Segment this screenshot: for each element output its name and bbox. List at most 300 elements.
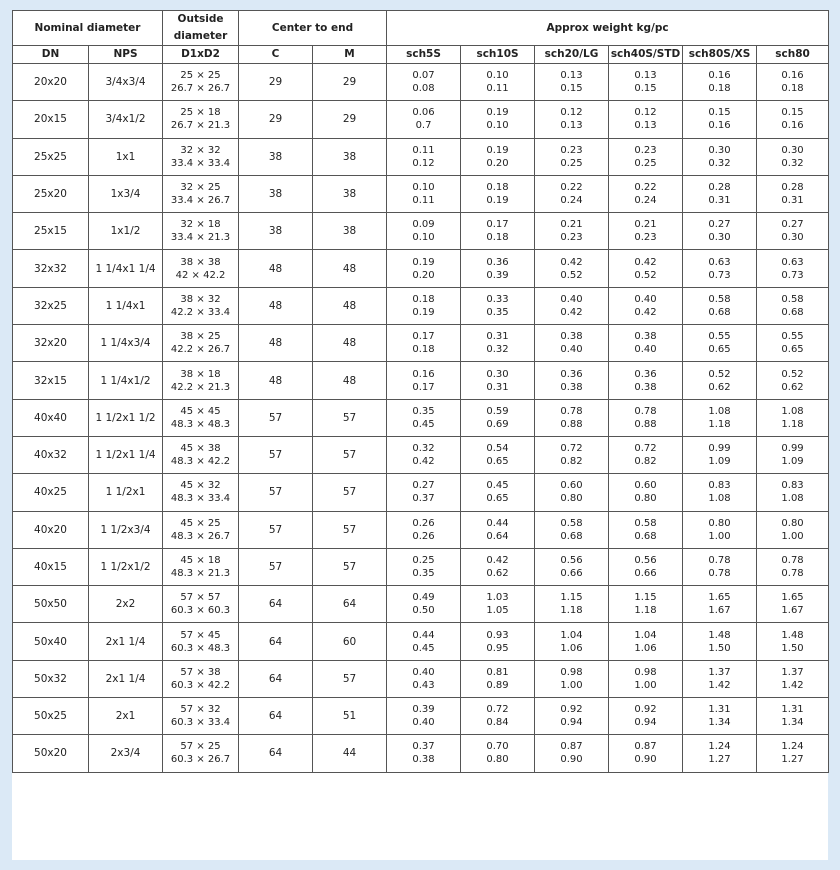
weight-cell-line2: 0.08: [412, 83, 435, 95]
outside-diameter-cell: [163, 287, 239, 324]
weight-cell: [683, 325, 757, 362]
weight-cell-line1: 0.78: [708, 555, 731, 566]
weight-cell: [535, 287, 609, 324]
dn-cell: 50x20: [13, 735, 89, 772]
weight-cell-line1: 0.19: [486, 107, 509, 119]
nps-cell: 1x1/2: [89, 213, 163, 250]
weight-cell-line2: 0.64: [486, 530, 509, 542]
weight-cell: [461, 175, 535, 212]
weight-cell: [535, 474, 609, 511]
center-c-cell: 57: [239, 399, 313, 436]
weight-cell: [387, 325, 461, 362]
weight-cell-line2: 0.31: [708, 195, 731, 207]
weight-cell: [461, 623, 535, 660]
weight-cell-line2: 0.45: [412, 642, 435, 654]
nps-cell: 2x3/4: [89, 735, 163, 772]
weight-cell-line1: 0.49: [412, 592, 435, 604]
center-m-cell: 29: [313, 64, 387, 101]
table-row: [13, 511, 829, 548]
table-row: [13, 735, 829, 772]
outside-diameter-cell: [163, 138, 239, 175]
center-m-cell: 48: [313, 362, 387, 399]
weight-cell-line1: 0.58: [781, 293, 804, 305]
weight-cell-line1: 0.10: [412, 182, 435, 194]
outside-diameter-cell-line1: 57 × 57: [180, 592, 221, 604]
weight-cell-line2: 0.11: [486, 83, 509, 95]
weight-cell-line1: 0.40: [634, 293, 657, 305]
weight-cell-line1: 0.44: [412, 629, 435, 641]
dn-cell: 40x32: [13, 436, 89, 473]
weight-cell: [535, 64, 609, 101]
weight-cell-line2: 1.27: [708, 754, 731, 766]
weight-cell-line1: 0.25: [412, 555, 435, 566]
weight-cell: [387, 175, 461, 212]
weight-cell-line1: 0.27: [412, 480, 435, 492]
weight-cell-line1: 0.07: [412, 70, 435, 82]
weight-cell-line2: 0.45: [412, 418, 435, 430]
weight-cell-line2: 0.42: [634, 306, 657, 318]
weight-cell: [609, 623, 683, 660]
outside-diameter-cell: [163, 399, 239, 436]
weight-cell: [757, 436, 829, 473]
weight-cell: [683, 660, 757, 697]
weight-cell-line1: 0.18: [412, 293, 435, 305]
weight-cell-line1: 0.70: [486, 741, 509, 753]
weight-cell-line1: 0.72: [634, 443, 657, 455]
weight-cell: [461, 474, 535, 511]
weight-cell-line2: 1.34: [708, 717, 731, 729]
weight-cell: [461, 548, 535, 585]
weight-cell: [535, 586, 609, 623]
weight-cell-line2: 0.11: [412, 195, 435, 207]
weight-cell: [387, 660, 461, 697]
weight-cell-line2: 0.50: [412, 605, 435, 617]
weight-cell-line2: 0.16: [708, 120, 731, 132]
weight-cell: [757, 175, 829, 212]
weight-cell: [757, 623, 829, 660]
column-header: sch80S/XS: [683, 46, 757, 64]
nps-cell: 1 1/2x3/4: [89, 511, 163, 548]
weight-cell: [757, 399, 829, 436]
weight-cell: [535, 623, 609, 660]
center-c-cell: 48: [239, 325, 313, 362]
dn-cell: 32x25: [13, 287, 89, 324]
outside-diameter-cell-line2: 33.4 × 21.3: [170, 232, 231, 244]
center-m-cell: 29: [313, 101, 387, 138]
weight-cell-line2: 0.94: [634, 717, 657, 729]
column-header: C: [239, 46, 313, 64]
table-row: [13, 586, 829, 623]
weight-cell-line1: 0.21: [634, 219, 657, 231]
dn-cell: 50x50: [13, 586, 89, 623]
center-c-cell: 29: [239, 101, 313, 138]
center-m-cell: 57: [313, 511, 387, 548]
weight-cell-line2: 0.65: [486, 493, 509, 505]
weight-cell-line2: 0.10: [486, 120, 509, 132]
weight-cell-line2: 1.34: [781, 717, 804, 729]
weight-cell: [609, 175, 683, 212]
weight-cell-line1: 0.23: [560, 144, 583, 156]
weight-cell-line1: 0.60: [560, 480, 583, 492]
center-m-cell: 44: [313, 735, 387, 772]
weight-cell: [609, 660, 683, 697]
weight-cell-line2: 0.68: [634, 530, 657, 542]
weight-cell: [609, 511, 683, 548]
weight-cell: [535, 175, 609, 212]
weight-cell-line2: 0.73: [781, 269, 804, 281]
weight-cell: [387, 586, 461, 623]
weight-cell-line1: 0.16: [781, 70, 804, 82]
weight-cell-line2: 1.00: [781, 530, 804, 542]
table-row: [13, 64, 829, 101]
weight-cell-line2: 0.15: [560, 83, 583, 95]
dn-cell: 20x15: [13, 101, 89, 138]
weight-cell-line2: 0.17: [412, 381, 435, 393]
weight-cell-line2: 0.38: [412, 754, 435, 766]
weight-cell-line2: 0.89: [486, 679, 509, 691]
center-c-cell: 64: [239, 698, 313, 735]
weight-cell-line1: 1.31: [781, 704, 804, 716]
center-m-cell: 57: [313, 436, 387, 473]
dn-cell: 40x15: [13, 548, 89, 585]
weight-cell-line1: 0.80: [781, 517, 804, 529]
dn-cell: 40x25: [13, 474, 89, 511]
weight-cell: [683, 586, 757, 623]
outside-diameter-cell-line2: 33.4 × 33.4: [170, 157, 231, 169]
weight-cell: [535, 511, 609, 548]
column-header: sch40S/STD: [609, 46, 683, 64]
weight-cell: [461, 287, 535, 324]
weight-cell: [535, 325, 609, 362]
table-row: [13, 436, 829, 473]
center-c-cell: 57: [239, 511, 313, 548]
weight-cell-line1: 0.35: [412, 405, 435, 417]
weight-cell-line2: 1.67: [781, 605, 804, 617]
weight-cell-line1: 0.99: [708, 443, 731, 455]
weight-cell-line1: 0.19: [486, 144, 509, 156]
outside-diameter-cell: [163, 586, 239, 623]
weight-cell-line1: 0.36: [486, 256, 509, 268]
weight-cell-line2: 0.16: [781, 120, 804, 132]
weight-cell-line2: 0.66: [634, 568, 657, 579]
nps-cell: 3/4x3/4: [89, 64, 163, 101]
table-row: [13, 660, 829, 697]
weight-cell: [683, 548, 757, 585]
weight-cell-line2: 0.42: [412, 456, 435, 468]
weight-cell-line2: 0.13: [634, 120, 657, 132]
weight-cell-line2: 0.13: [560, 120, 583, 132]
nps-cell: 1 1/4x3/4: [89, 325, 163, 362]
outside-diameter-cell-line1: 25 × 18: [180, 107, 221, 119]
outside-diameter-cell-line1: 38 × 18: [180, 368, 221, 380]
weight-cell: [683, 623, 757, 660]
weight-cell-line2: 0.20: [486, 157, 509, 169]
weight-cell: [535, 735, 609, 772]
weight-cell-line2: 0.69: [486, 418, 509, 430]
weight-cell-line2: 0.19: [486, 195, 509, 207]
center-m-cell: 48: [313, 287, 387, 324]
weight-cell-line2: 1.06: [634, 642, 657, 654]
column-header: NPS: [89, 46, 163, 64]
weight-cell-line1: 0.60: [634, 480, 657, 492]
outside-diameter-cell-line2: 42.2 × 26.7: [170, 344, 231, 356]
weight-cell-line2: 1.27: [781, 754, 804, 766]
weight-cell-line1: 0.19: [412, 256, 435, 268]
weight-cell-line1: 1.48: [708, 629, 731, 641]
weight-cell-line2: 0.52: [560, 269, 583, 281]
weight-cell: [461, 660, 535, 697]
center-m-cell: 57: [313, 474, 387, 511]
weight-cell: [683, 735, 757, 772]
weight-cell-line1: 0.54: [486, 443, 509, 455]
weight-cell-line2: 0.35: [486, 306, 509, 318]
weight-cell: [609, 735, 683, 772]
outside-diameter-cell-line2: 42.2 × 21.3: [170, 381, 231, 393]
center-c-cell: 64: [239, 623, 313, 660]
header-approx-weight: Approx weight kg/pc: [387, 11, 829, 46]
weight-cell: [683, 474, 757, 511]
dn-cell: 32x15: [13, 362, 89, 399]
weight-cell-line1: 0.30: [486, 368, 509, 380]
weight-cell-line2: 0.82: [560, 456, 583, 468]
weight-cell-line1: 0.12: [560, 107, 583, 119]
weight-cell-line1: 1.37: [781, 666, 804, 678]
weight-cell-line1: 0.38: [634, 331, 657, 343]
weight-cell-line1: 0.83: [781, 480, 804, 492]
weight-cell-line2: 0.20: [412, 269, 435, 281]
center-m-cell: 51: [313, 698, 387, 735]
weight-cell-line2: 0.24: [634, 195, 657, 207]
dn-cell: 25x25: [13, 138, 89, 175]
outside-diameter-cell-line2: 42.2 × 33.4: [170, 306, 231, 318]
dn-cell: 50x40: [13, 623, 89, 660]
weight-cell-line1: 0.99: [781, 443, 804, 455]
outside-diameter-cell-line2: 33.4 × 26.7: [170, 195, 231, 207]
weight-cell-line1: 0.92: [634, 704, 657, 716]
weight-cell-line1: 0.72: [486, 704, 509, 716]
outside-diameter-cell-line1: 32 × 32: [180, 144, 221, 156]
table-row: [13, 698, 829, 735]
header-nominal-diameter: Nominal diameter: [13, 11, 163, 46]
weight-cell-line1: 0.28: [781, 182, 804, 194]
weight-cell-line2: 0.94: [560, 717, 583, 729]
weight-cell: [535, 250, 609, 287]
nps-cell: 3/4x1/2: [89, 101, 163, 138]
table-row: [13, 250, 829, 287]
outside-diameter-cell-line1: 25 × 25: [180, 70, 221, 82]
weight-cell-line2: 1.09: [708, 456, 731, 468]
dn-cell: 50x32: [13, 660, 89, 697]
weight-cell-line1: 0.42: [486, 555, 509, 566]
center-c-cell: 38: [239, 175, 313, 212]
outside-diameter-cell: [163, 436, 239, 473]
weight-cell: [683, 698, 757, 735]
weight-cell: [757, 287, 829, 324]
weight-cell: [535, 138, 609, 175]
center-m-cell: 48: [313, 325, 387, 362]
weight-cell-line2: 0.95: [486, 642, 509, 654]
weight-cell: [387, 287, 461, 324]
weight-cell: [757, 474, 829, 511]
weight-cell: [387, 511, 461, 548]
weight-cell: [609, 325, 683, 362]
weight-cell-line1: 0.37: [412, 741, 435, 753]
dn-cell: 32x20: [13, 325, 89, 362]
weight-cell: [609, 138, 683, 175]
weight-cell-line2: 1.18: [781, 418, 804, 430]
weight-cell-line1: 0.59: [486, 405, 509, 417]
weight-cell: [535, 399, 609, 436]
weight-cell: [757, 660, 829, 697]
center-c-cell: 48: [239, 287, 313, 324]
weight-cell: [461, 250, 535, 287]
weight-cell: [387, 436, 461, 473]
weight-cell-line1: 0.18: [486, 182, 509, 194]
outside-diameter-cell-line1: 45 × 38: [180, 443, 221, 455]
weight-cell-line1: 1.37: [708, 666, 731, 678]
weight-cell: [683, 138, 757, 175]
column-header: sch20/LG: [535, 46, 609, 64]
weight-cell: [757, 101, 829, 138]
nps-cell: 2x1 1/4: [89, 660, 163, 697]
weight-cell-line2: 0.62: [486, 568, 509, 579]
weight-cell-line1: 0.81: [486, 666, 509, 678]
weight-cell: [535, 362, 609, 399]
outside-diameter-cell: [163, 548, 239, 585]
dn-cell: 50x25: [13, 698, 89, 735]
weight-cell: [461, 101, 535, 138]
weight-cell-line1: 0.87: [560, 741, 583, 753]
outside-diameter-cell-line1: 57 × 25: [180, 741, 221, 753]
weight-cell-line1: 0.45: [486, 480, 509, 492]
weight-cell-line2: 0.68: [708, 306, 731, 318]
weight-cell-line1: 0.58: [708, 293, 731, 305]
weight-cell-line1: 0.63: [781, 256, 804, 268]
weight-cell: [683, 175, 757, 212]
outside-diameter-cell: [163, 735, 239, 772]
weight-cell-line2: 0.80: [634, 493, 657, 505]
weight-cell-line2: 0.73: [708, 269, 731, 281]
weight-cell: [757, 250, 829, 287]
weight-cell-line2: 0.30: [781, 232, 804, 244]
weight-cell-line1: 0.78: [560, 405, 583, 417]
weight-cell-line1: 0.09: [412, 219, 435, 231]
weight-cell-line1: 0.36: [560, 368, 583, 380]
weight-cell: [387, 64, 461, 101]
weight-cell-line1: 1.04: [560, 629, 583, 641]
dn-cell: 40x20: [13, 511, 89, 548]
weight-cell-line2: 0.37: [412, 493, 435, 505]
outside-diameter-cell-line2: 48.3 × 33.4: [170, 493, 231, 505]
weight-cell-line1: 0.87: [634, 741, 657, 753]
weight-cell: [535, 660, 609, 697]
center-m-cell: 64: [313, 586, 387, 623]
center-c-cell: 38: [239, 138, 313, 175]
weight-cell-line1: 0.16: [708, 70, 731, 82]
outside-diameter-cell: [163, 213, 239, 250]
nps-cell: 1 1/2x1 1/4: [89, 436, 163, 473]
table-row: [13, 287, 829, 324]
outside-diameter-cell-line2: 60.3 × 26.7: [170, 754, 231, 766]
table-row: [13, 362, 829, 399]
weight-cell-line2: 0.62: [708, 381, 731, 393]
weight-cell-line2: 0.40: [412, 717, 435, 729]
weight-cell-line1: 0.17: [486, 219, 509, 231]
weight-cell-line2: 1.00: [560, 679, 583, 691]
outside-diameter-cell: [163, 175, 239, 212]
column-header: M: [313, 46, 387, 64]
weight-cell: [461, 735, 535, 772]
weight-cell-line1: 0.56: [634, 555, 657, 566]
outside-diameter-cell-line2: 60.3 × 42.2: [170, 679, 231, 691]
weight-cell-line1: 1.24: [781, 741, 804, 753]
weight-cell-line2: 0.65: [781, 344, 804, 356]
weight-cell: [461, 325, 535, 362]
weight-cell-line1: 0.40: [560, 293, 583, 305]
weight-cell: [535, 101, 609, 138]
weight-cell-line2: 1.08: [781, 493, 804, 505]
weight-cell: [683, 250, 757, 287]
outside-diameter-cell-line1: 45 × 32: [180, 480, 221, 492]
weight-cell-line1: 0.22: [560, 182, 583, 194]
weight-cell-line2: 0.10: [412, 232, 435, 244]
weight-cell: [609, 436, 683, 473]
weight-cell-line1: 0.13: [560, 70, 583, 82]
weight-cell-line1: 0.21: [560, 219, 583, 231]
weight-cell-line1: 0.15: [781, 107, 804, 119]
weight-cell: [683, 213, 757, 250]
outside-diameter-cell: [163, 623, 239, 660]
table-row: [13, 175, 829, 212]
weight-cell-line1: 0.56: [560, 555, 583, 566]
weight-cell-line2: 0.19: [412, 306, 435, 318]
weight-cell-line2: 1.00: [708, 530, 731, 542]
weight-cell-line2: 0.40: [560, 344, 583, 356]
weight-cell-line2: 1.18: [634, 605, 657, 617]
weight-cell-line2: 1.18: [708, 418, 731, 430]
center-m-cell: 48: [313, 250, 387, 287]
weight-cell-line1: 0.38: [560, 331, 583, 343]
outside-diameter-cell: [163, 511, 239, 548]
nps-cell: 2x1: [89, 698, 163, 735]
weight-cell-line1: 0.26: [412, 517, 435, 529]
outside-diameter-cell-line2: 60.3 × 33.4: [170, 717, 231, 729]
weight-cell-line1: 0.55: [781, 331, 804, 343]
nps-cell: 1x1: [89, 138, 163, 175]
weight-cell: [535, 213, 609, 250]
outside-diameter-cell-line1: 38 × 32: [180, 293, 221, 305]
center-m-cell: 57: [313, 399, 387, 436]
weight-cell: [683, 64, 757, 101]
weight-cell-line2: 1.67: [708, 605, 731, 617]
weight-cell-line1: 0.39: [412, 704, 435, 716]
weight-cell-line1: 0.42: [634, 256, 657, 268]
weight-cell-line2: 0.80: [560, 493, 583, 505]
weight-cell-line1: 0.58: [560, 517, 583, 529]
weight-cell: [535, 698, 609, 735]
header-center-to-end: Center to end: [239, 11, 387, 46]
weight-cell: [387, 399, 461, 436]
weight-cell: [461, 213, 535, 250]
weight-cell-line1: 0.16: [412, 368, 435, 380]
weight-cell: [609, 586, 683, 623]
weight-cell-line2: 1.08: [708, 493, 731, 505]
weight-cell-line2: 1.42: [781, 679, 804, 691]
outside-diameter-cell-line1: 45 × 25: [180, 517, 221, 529]
weight-cell-line2: 0.32: [486, 344, 509, 356]
outside-diameter-cell-line1: 38 × 38: [180, 256, 221, 268]
dn-cell: 32x32: [13, 250, 89, 287]
